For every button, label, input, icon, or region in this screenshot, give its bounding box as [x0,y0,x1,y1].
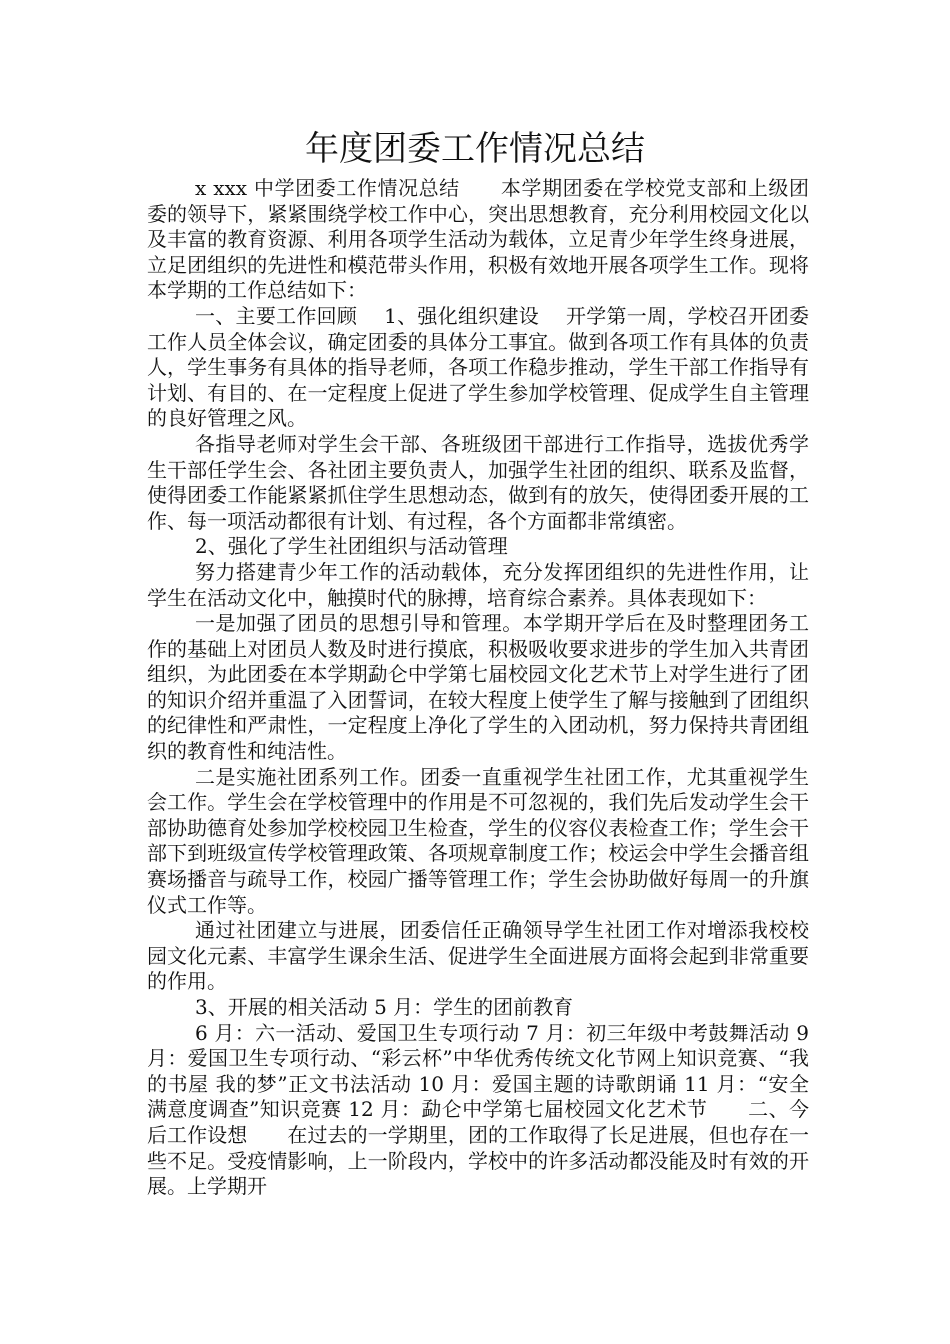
paragraph-member-guidance: 一是加强了团员的思想引导和管理。本学期开学后在及时整理团务工作的基础上对团员人数及时进行摸底，积极吸收要求进步的学生加入共青团组织，为此团委在本学期勐仑中学第七届校园文化艺术节上对学生进行了团的知识介绍并重温了入团誓词，在较大程度上使学生了解与接触到了团组织的纪律性和严肃性，一定程度上净化了学生的入团动机，努力保持共青团组织的教育性和纯洁性。 [147,611,809,764]
document-title: 年度团委工作情况总结 [305,129,645,169]
paragraph-club-development: 通过社团建立与进展，团委信任正确领导学生社团工作对增添我校校园文化元素、丰富学生课余生活、促进学生全面进展方面将会起到非常重要的作用。 [147,918,809,994]
paragraph-heading-activities: 3、开展的相关活动 5 月：学生的团前教育 [195,995,574,1019]
paragraph-heading-clubs: 2、强化了学生社团组织与活动管理 [195,534,508,559]
document-body [147,176,816,1200]
paragraph-intro: x xxx 中学团委工作情况总结 本学期团委在学校党支部和上级团委的领导下，紧紧围绕学校工作中心，突出思想教育，充分利用校园文化以及丰富的教育资源、利用各项学生活动为载体，立足青少年学生终身进展，立足团组织的先进性和模范带头作用，积极有效地开展各项学生工作。现将本学期的工作总结如下： [147,176,809,303]
paragraph-activity-list: 6 月：六一活动、爱国卫生专项行动 7 月：初三年级中考鼓舞活动 9 月：爱国卫生专项行动、“彩云杯”中华优秀传统文化节网上知识竞赛、“我的书屋 我的梦”正文书法活动 10 月：爱国主题的诗歌朗诵 11 月：“安全满意度调查”知识竞赛 12 月：勐仑中学第七届校园文化艺术节 二、今后工作设想 在过去的一学期里，团的工作取得了长足进展，但也存在一些不足。受疫情影响，上一阶段内，学校中的许多活动都没能及时有效的开展。上学期开 [147,1020,816,1199]
paragraph-guidance: 各指导老师对学生会干部、各班级团干部进行工作指导，选拔优秀学生干部任学生会、各社团主要负责人，加强学生社团的组织、联系及监督，使得团委工作能紧紧抓住学生思想动态，做到有的放矢，使得团委开展的工作、每一项活动都很有计划、有过程，各个方面都非常缜密。 [147,431,809,533]
paragraph-club-work: 二是实施社团系列工作。团委一直重视学生社团工作，尤其重视学生会工作。学生会在学校管理中的作用是不可忽视的，我们先后发动学生会干部协助德育处参加学校校园卫生检查，学生的仪容仪表检查工作；学生会干部下到班级宣传学校管理政策、各项规章制度工作；校运会中学生会播音组赛场播音与疏导工作，校园广播等管理工作；学生会协助做好每周一的升旗仪式工作等。 [147,764,809,917]
paragraph-work-review: 一、主要工作回顾 1、强化组织建设 开学第一周，学校召开团委工作人员全体会议，确定团委的具体分工事宜。做到各项工作有具体的负责人，学生事务有具体的指导老师，各项工作稳步推动，学生干部工作指导有计划、有目的、在一定程度上促进了学生参加学校管理、促成学生自主管理的良好管理之风。 [147,303,809,431]
paragraph-activity-carrier: 努力搭建青少年工作的活动载体，充分发挥团组织的先进性作用，让学生在活动文化中，触摸时代的脉搏，培育综合素养。具体表现如下： [147,559,809,610]
